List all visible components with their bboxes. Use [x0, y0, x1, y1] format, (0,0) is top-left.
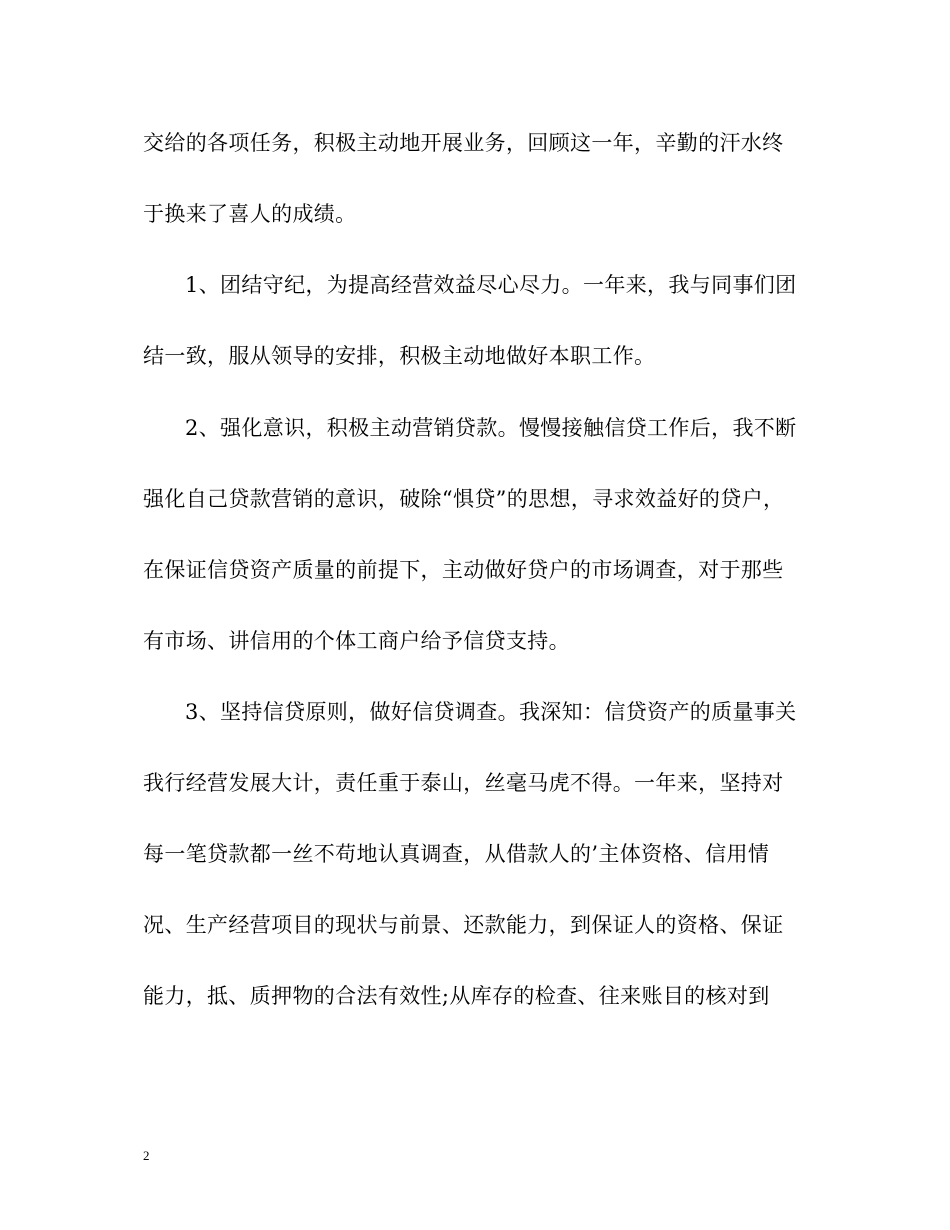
text-line: 于换来了喜人的成绩。: [143, 202, 357, 226]
paragraph-2-start: 2、强化意识，积极主动营销贷款。慢慢接触信贷工作后，我不断: [185, 416, 797, 440]
text-line: 结一致，服从领导的安排，积极主动地做好本职工作。: [143, 344, 656, 368]
text-line: 强化自己贷款营销的意识，破除“惧贷”的思想，寻求效益好的贷户，: [143, 487, 785, 511]
page-number: 2: [143, 1148, 150, 1163]
paragraph-3-start: 3、坚持信贷原则，做好信贷调查。我深知：信贷资产的质量事关: [185, 700, 797, 724]
text-line: 每一笔贷款都一丝不苟地认真调查，从借款人的’主体资格、信用情: [143, 842, 770, 866]
text-line: 能力，抵、质押物的合法有效性;从库存的检查、往来账目的核对到: [143, 984, 770, 1008]
text-line: 况、生产经营项目的现状与前景、还款能力，到保证人的资格、保证: [143, 913, 784, 937]
text-line: 有市场、讲信用的个体工商户给予信贷支持。: [143, 629, 570, 653]
text-line: 交给的各项任务，积极主动地开展业务，回顾这一年，辛勤的汗水终: [143, 131, 784, 155]
text-line: 我行经营发展大计，责任重于泰山，丝毫马虎不得。一年来，坚持对: [143, 771, 784, 795]
paragraph-1-start: 1、团结守纪，为提高经营效益尽心尽力。一年来，我与同事们团: [185, 273, 797, 297]
text-line: 在保证信贷资产质量的前提下，主动做好贷户的市场调查，对于那些: [143, 558, 784, 582]
